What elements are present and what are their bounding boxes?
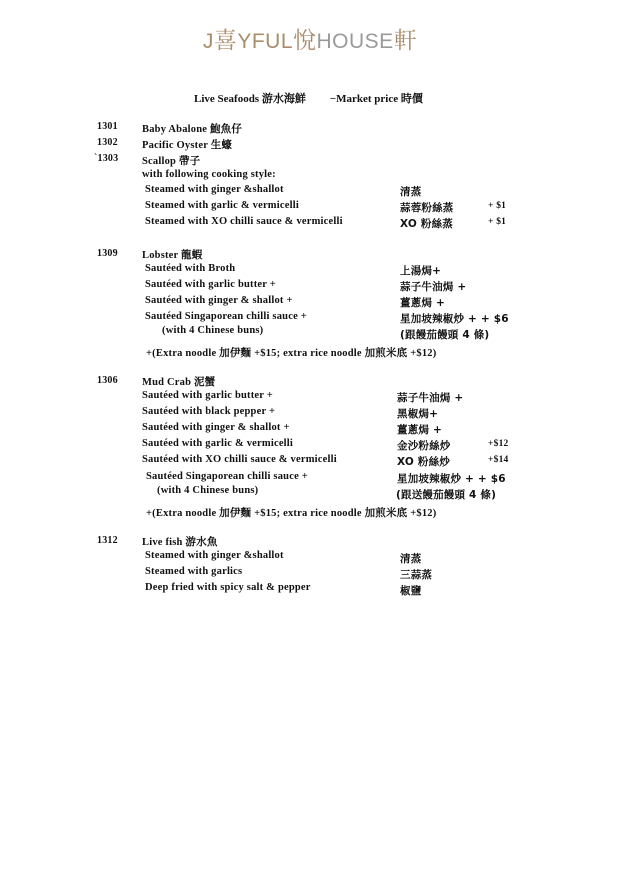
style-en: Sautéed with ginger & shallot + bbox=[145, 295, 293, 306]
style-cn: 三蒜蒸 bbox=[400, 569, 433, 581]
style-en: Steamed with garlic & vermicelli bbox=[145, 200, 299, 211]
style-en: Sautéed with Broth bbox=[145, 263, 236, 274]
style-price: +$12 bbox=[488, 439, 509, 449]
item-name: Mud Crab 泥蟹 bbox=[142, 377, 216, 388]
style-cn: 上湯焗+ bbox=[400, 265, 442, 277]
style-en: Sautéed with garlic butter + bbox=[145, 279, 276, 290]
page-title bbox=[194, 90, 423, 106]
logo-cjk2: 軒 bbox=[393, 27, 418, 53]
style-cn: XO 粉絲炒 bbox=[397, 456, 451, 468]
logo-house: HOUSE bbox=[316, 30, 394, 53]
style-cn: 蒜蓉粉絲蒸 bbox=[400, 202, 454, 214]
style-cn: 星加坡辣椒炒 + + $6 bbox=[397, 473, 506, 485]
style-cn: 椒鹽 bbox=[400, 585, 422, 597]
item-code: 1301 bbox=[97, 121, 118, 132]
style-en: Sautéed Singaporean chilli sauce + bbox=[146, 471, 308, 482]
item-code: 1306 bbox=[97, 375, 118, 386]
item-name: Pacific Oyster 生蠔 bbox=[142, 140, 233, 151]
item-code: 1312 bbox=[97, 535, 118, 546]
style-price: + $1 bbox=[488, 201, 507, 211]
style-cn: 薑蔥焗 + bbox=[400, 297, 445, 309]
style-en: Sautéed with garlic butter + bbox=[142, 390, 273, 401]
style-en: (with 4 Chinese buns) bbox=[162, 325, 264, 336]
style-en: Steamed with XO chilli sauce & vermicelli bbox=[145, 216, 343, 227]
style-en: Steamed with ginger &shallot bbox=[145, 550, 284, 561]
logo-glyph: 喜 bbox=[213, 27, 238, 53]
logo-yful: YFUL bbox=[237, 30, 293, 53]
style-cn: 蒜子牛油焗 + bbox=[397, 392, 464, 404]
style-cn: 黑椒焗+ bbox=[397, 408, 439, 420]
style-en: Steamed with garlics bbox=[145, 566, 243, 577]
style-en: Sautéed with garlic & vermicelli bbox=[142, 438, 294, 449]
title-en: Live Seafoods 游水海鮮 bbox=[194, 93, 306, 105]
style-cn: (跟饅茄饅頭 4 條) bbox=[400, 329, 490, 341]
item-code: `1303 bbox=[94, 153, 119, 164]
style-en: (with 4 Chinese buns) bbox=[157, 485, 259, 496]
item-name: Scallop 帶子 bbox=[142, 156, 201, 167]
style-en: Steamed with ginger &shallot bbox=[145, 184, 284, 195]
restaurant-logo bbox=[0, 22, 620, 55]
style-cn: 薑蔥焗 + bbox=[397, 424, 442, 436]
item-name: Lobster 龍蝦 bbox=[142, 250, 203, 261]
style-price: +$14 bbox=[488, 455, 509, 465]
item-name: Live fish 游水魚 bbox=[142, 537, 218, 548]
title-price: −Market price 時價 bbox=[329, 93, 423, 105]
item-name: Baby Abalone 鮑魚仔 bbox=[142, 124, 243, 135]
item-subtitle: with following cooking style: bbox=[142, 169, 276, 180]
style-cn: 清蒸 bbox=[400, 553, 422, 565]
extra-note: +(Extra noodle 加伊麵 +$15; extra rice noodle 加煎米底 +$12) bbox=[146, 508, 437, 519]
style-en: Deep fried with spicy salt & pepper bbox=[145, 582, 311, 593]
style-en: Sautéed Singaporean chilli sauce + bbox=[145, 311, 307, 322]
logo-cjk1: 悅 bbox=[293, 27, 317, 53]
extra-note: +(Extra noodle 加伊麵 +$15; extra rice noodle 加煎米底 +$12) bbox=[146, 348, 437, 359]
item-code: 1309 bbox=[97, 248, 118, 259]
style-cn: 星加坡辣椒炒 + + $6 bbox=[400, 313, 509, 325]
style-cn: 清蒸 bbox=[400, 186, 422, 198]
style-en: Sautéed with XO chilli sauce & vermicelli bbox=[142, 454, 337, 465]
style-en: Sautéed with black pepper + bbox=[142, 406, 276, 417]
style-cn: 金沙粉絲炒 bbox=[397, 440, 451, 452]
style-price: + $1 bbox=[488, 217, 507, 227]
logo-j: J bbox=[202, 30, 214, 53]
style-cn: 蒜子牛油焗 + bbox=[400, 281, 467, 293]
item-code: 1302 bbox=[97, 137, 118, 148]
style-cn: XO 粉絲蒸 bbox=[400, 218, 454, 230]
style-en: Sautéed with ginger & shallot + bbox=[142, 422, 290, 433]
style-cn: (跟送饅茄饅頭 4 條) bbox=[396, 489, 497, 501]
